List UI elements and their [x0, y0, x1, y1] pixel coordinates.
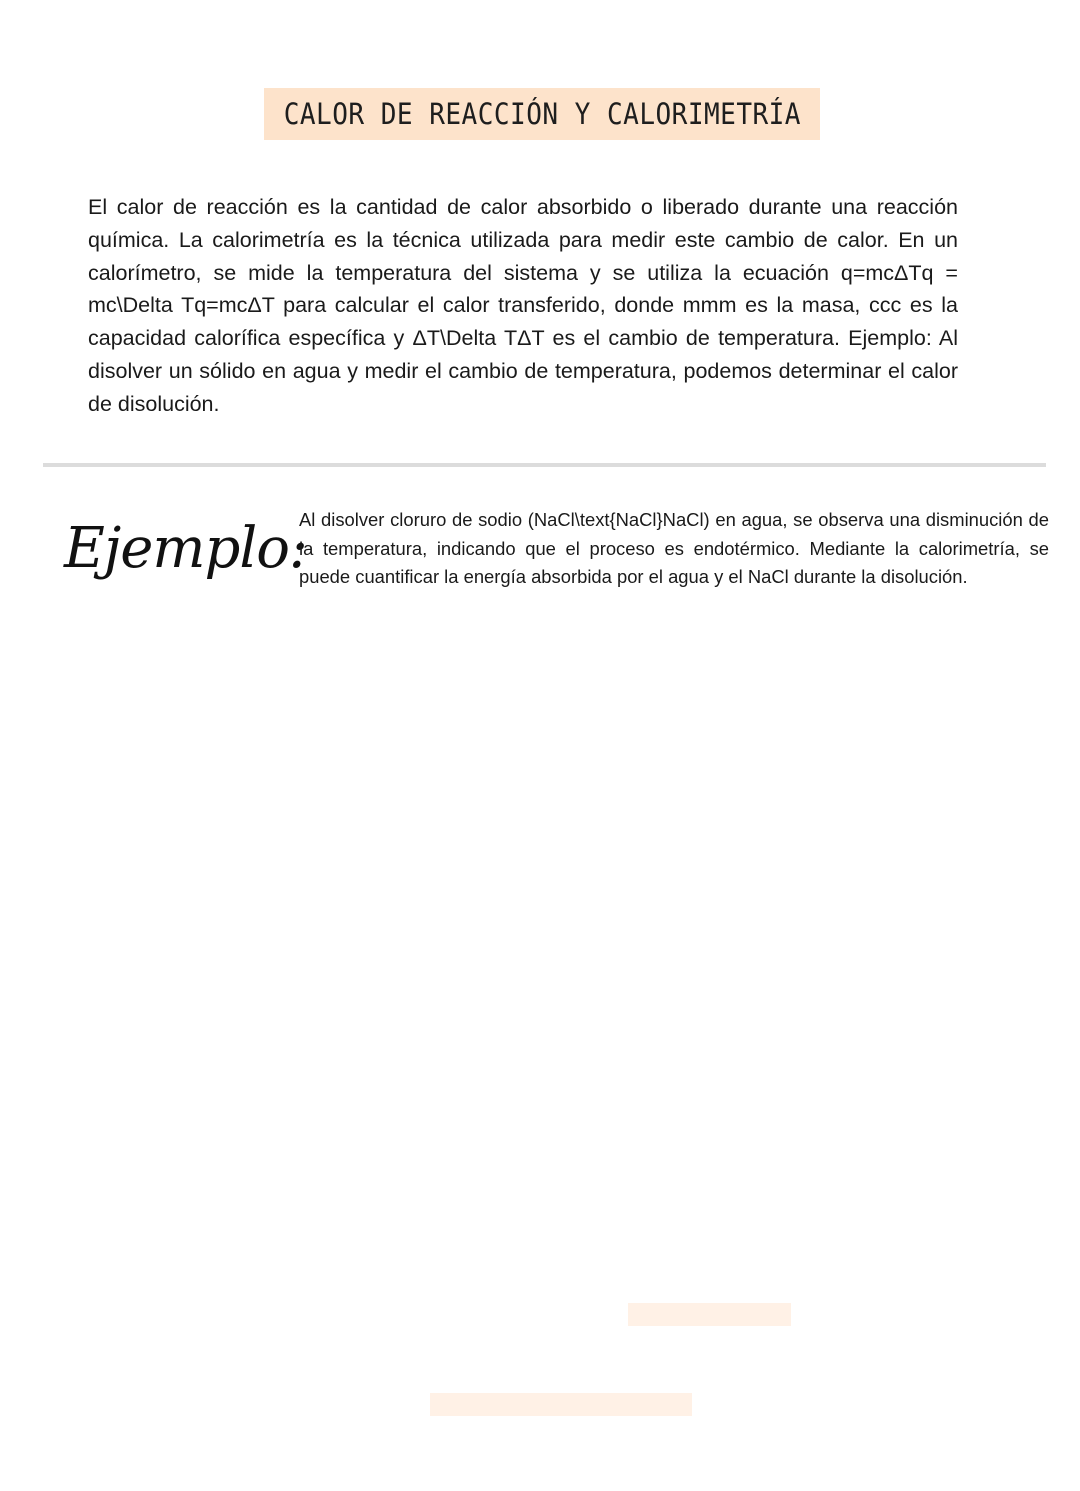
intro-paragraph: El calor de reacción es la cantidad de calor absorbido o liberado durante una reacción química. La calorimetría es la técnica utilizada para medir este cambio de calor. En un calorímetro, se mide la temperatura del sistema y se utiliza la ecuación q=mcΔTq = mc\Delta Tq=mcΔT para calcular el calor transferido, donde mmm es la masa, ccc es la capacidad calorífica específica y ΔT\Delta TΔT es el cambio de temperatura. Ejemplo: Al disolver un sólido en agua y medir el cambio de temperatura, podemos determinar el calor de disolución.	[88, 195, 958, 416]
page-title: CALOR DE REACCIÓN Y CALORIMETRÍA	[283, 97, 801, 131]
faint-highlight-block	[430, 1393, 692, 1416]
title-highlight	[264, 88, 820, 140]
example-label: Ejemplo:	[64, 516, 307, 581]
faint-highlight-block	[628, 1303, 791, 1326]
example-text: Al disolver cloruro de sodio (NaCl\text{NaCl}NaCl) en agua, se observa una disminución de la temperatura, indicando que el proceso es endotérmico. Mediante la calorimetría, se puede cuantificar la energía absorbida por el agua y el NaCl durante la disolución.	[299, 509, 1049, 587]
section-divider	[43, 463, 1046, 467]
